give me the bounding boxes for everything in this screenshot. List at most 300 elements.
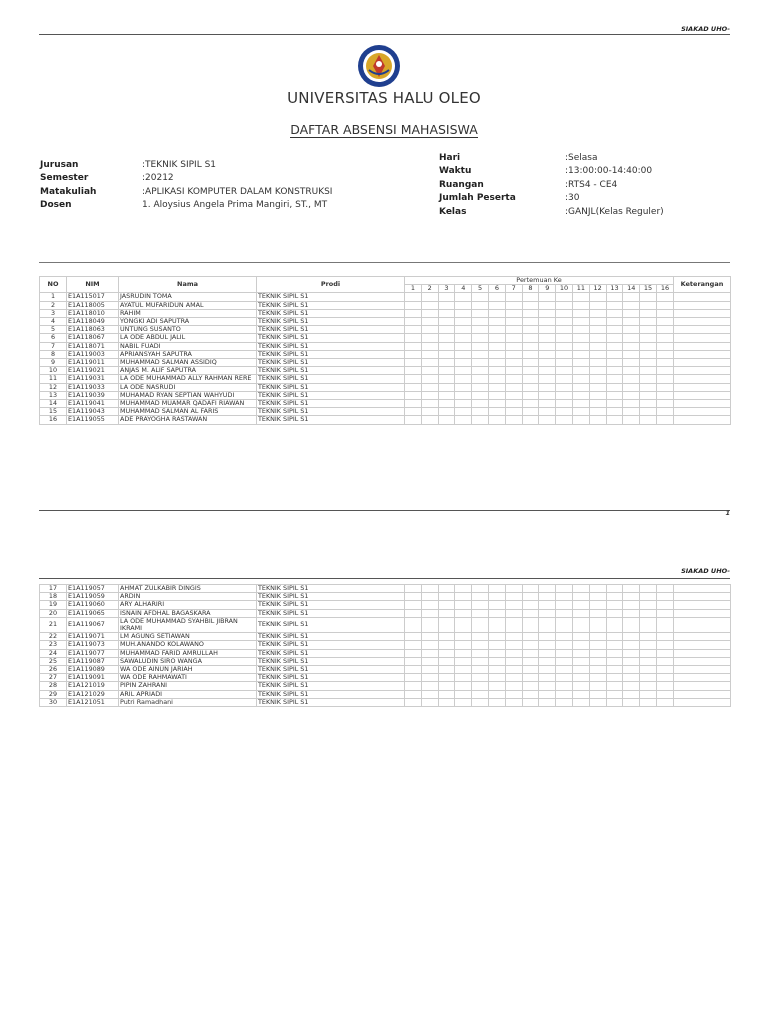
- attendance-cell: [539, 585, 556, 593]
- attendance-cell: [405, 674, 422, 682]
- attendance-cell: [488, 657, 505, 665]
- attendance-cell: [438, 301, 455, 309]
- attendance-cell: [606, 318, 623, 326]
- cell-keterangan: [673, 383, 730, 391]
- meeting-number-header: 6: [488, 285, 505, 293]
- attendance-cell: [522, 359, 539, 367]
- meeting-number-header: 16: [656, 285, 673, 293]
- attendance-cell: [623, 609, 640, 617]
- attendance-cell: [438, 293, 455, 301]
- page-number: 1: [725, 509, 730, 517]
- attendance-cell: [572, 609, 589, 617]
- attendance-cell: [606, 682, 623, 690]
- attendance-cell: [421, 293, 438, 301]
- attendance-cell: [623, 408, 640, 416]
- meeting-number-header: 14: [623, 285, 640, 293]
- attendance-cell: [556, 367, 573, 375]
- cell-prodi: TEKNIK SIPIL S1: [257, 400, 405, 408]
- attendance-cell: [421, 334, 438, 342]
- cell-nama: JASRUDIN TOMA: [119, 293, 257, 301]
- attendance-cell: [572, 633, 589, 641]
- table-row: [40, 698, 731, 706]
- info-label: Waktu: [439, 166, 472, 177]
- cell-keterangan: [673, 585, 730, 593]
- attendance-cell: [405, 309, 422, 317]
- attendance-cell: [505, 400, 522, 408]
- attendance-cell: [522, 367, 539, 375]
- attendance-cell: [640, 391, 657, 399]
- attendance-cell: [539, 359, 556, 367]
- attendance-cell: [405, 666, 422, 674]
- attendance-cell: [640, 649, 657, 657]
- attendance-cell: [405, 383, 422, 391]
- attendance-cell: [623, 601, 640, 609]
- info-value: :RTS4 - CE4: [565, 179, 618, 190]
- attendance-cell: [556, 375, 573, 383]
- attendance-cell: [472, 326, 489, 334]
- attendance-cell: [606, 641, 623, 649]
- cell-no: 22: [40, 633, 67, 641]
- attendance-cell: [455, 617, 472, 632]
- attendance-cell: [405, 326, 422, 334]
- table-row: [40, 585, 731, 593]
- info-label: Jurusan: [40, 160, 79, 170]
- attendance-cell: [656, 641, 673, 649]
- attendance-cell: [522, 641, 539, 649]
- cell-prodi: TEKNIK SIPIL S1: [257, 674, 405, 682]
- attendance-cell: [488, 350, 505, 358]
- cell-keterangan: [673, 326, 730, 334]
- info-value: :13:00:00-14:40:00: [565, 166, 653, 177]
- attendance-cell: [421, 633, 438, 641]
- cell-nama: AHMAT ZULKABIR DINGIS: [119, 585, 257, 593]
- attendance-cell: [623, 698, 640, 706]
- attendance-cell: [522, 309, 539, 317]
- attendance-cell: [640, 293, 657, 301]
- attendance-cell: [421, 682, 438, 690]
- attendance-cell: [623, 326, 640, 334]
- attendance-cell: [556, 318, 573, 326]
- attendance-cell: [438, 698, 455, 706]
- attendance-cell: [589, 293, 606, 301]
- attendance-cell: [556, 649, 573, 657]
- attendance-cell: [640, 400, 657, 408]
- meeting-number-header: 2: [421, 285, 438, 293]
- attendance-cell: [656, 682, 673, 690]
- cell-nim: E1A119077: [67, 649, 119, 657]
- attendance-cell: [488, 367, 505, 375]
- attendance-cell: [438, 367, 455, 375]
- cell-nim: E1A119065: [67, 609, 119, 617]
- info-value: :APLIKASI KOMPUTER DALAM KONSTRUKSI: [142, 186, 333, 197]
- cell-nama: MUHAMAD RYAN SEPTIAN WAHYUDI: [119, 391, 257, 399]
- attendance-cell: [623, 400, 640, 408]
- cell-prodi: TEKNIK SIPIL S1: [257, 309, 405, 317]
- attendance-cell: [606, 585, 623, 593]
- attendance-cell: [589, 649, 606, 657]
- cell-prodi: TEKNIK SIPIL S1: [257, 641, 405, 649]
- attendance-cell: [405, 657, 422, 665]
- attendance-cell: [488, 408, 505, 416]
- attendance-cell: [488, 359, 505, 367]
- cell-nim: E1A115017: [67, 293, 119, 301]
- attendance-cell: [421, 383, 438, 391]
- cell-no: 10: [40, 367, 67, 375]
- attendance-cell: [488, 633, 505, 641]
- attendance-cell: [656, 383, 673, 391]
- attendance-cell: [472, 391, 489, 399]
- cell-no: 1: [40, 293, 67, 301]
- cell-keterangan: [673, 318, 730, 326]
- cell-prodi: TEKNIK SIPIL S1: [257, 408, 405, 416]
- attendance-cell: [488, 416, 505, 424]
- cell-no: 17: [40, 585, 67, 593]
- attendance-cell: [505, 391, 522, 399]
- cell-nim: E1A119041: [67, 400, 119, 408]
- cell-no: 2: [40, 301, 67, 309]
- attendance-cell: [472, 301, 489, 309]
- attendance-cell: [539, 301, 556, 309]
- cell-keterangan: [673, 359, 730, 367]
- attendance-cell: [455, 641, 472, 649]
- attendance-cell: [656, 617, 673, 632]
- attendance-cell: [522, 633, 539, 641]
- attendance-cell: [455, 318, 472, 326]
- cell-nama: ANJAS M. ALIF SAPUTRA: [119, 367, 257, 375]
- cell-no: 13: [40, 391, 67, 399]
- attendance-cell: [421, 617, 438, 632]
- attendance-cell: [438, 593, 455, 601]
- attendance-cell: [640, 408, 657, 416]
- cell-no: 19: [40, 601, 67, 609]
- cell-nim: E1A118063: [67, 326, 119, 334]
- attendance-cell: [589, 641, 606, 649]
- attendance-cell: [505, 601, 522, 609]
- table-row: [40, 416, 731, 424]
- attendance-cell: [455, 383, 472, 391]
- attendance-cell: [438, 666, 455, 674]
- attendance-cell: [488, 682, 505, 690]
- attendance-cell: [421, 350, 438, 358]
- attendance-cell: [438, 657, 455, 665]
- attendance-cell: [505, 641, 522, 649]
- attendance-cell: [488, 666, 505, 674]
- attendance-cell: [488, 641, 505, 649]
- meeting-number-header: 8: [522, 285, 539, 293]
- attendance-cell: [522, 375, 539, 383]
- attendance-cell: [556, 633, 573, 641]
- cell-nama: LA ODE NASRUDI: [119, 383, 257, 391]
- meeting-number-header: 4: [455, 285, 472, 293]
- attendance-cell: [472, 641, 489, 649]
- attendance-cell: [472, 400, 489, 408]
- attendance-cell: [623, 367, 640, 375]
- attendance-cell: [522, 350, 539, 358]
- attendance-cell: [589, 318, 606, 326]
- attendance-cell: [640, 350, 657, 358]
- attendance-cell: [438, 641, 455, 649]
- attendance-cell: [589, 674, 606, 682]
- cell-prodi: TEKNIK SIPIL S1: [257, 326, 405, 334]
- attendance-cell: [472, 416, 489, 424]
- cell-nim: E1A119060: [67, 601, 119, 609]
- cell-keterangan: [673, 666, 730, 674]
- attendance-cell: [455, 633, 472, 641]
- attendance-cell: [572, 666, 589, 674]
- attendance-cell: [656, 666, 673, 674]
- attendance-cell: [623, 359, 640, 367]
- cell-nim: E1A118010: [67, 309, 119, 317]
- attendance-cell: [656, 375, 673, 383]
- cell-no: 28: [40, 682, 67, 690]
- attendance-cell: [405, 633, 422, 641]
- cell-nama: ISNAIN AFDHAL BAGASKARA: [119, 609, 257, 617]
- attendance-cell: [640, 326, 657, 334]
- cell-nim: E1A119039: [67, 391, 119, 399]
- attendance-cell: [472, 666, 489, 674]
- attendance-cell: [455, 585, 472, 593]
- attendance-cell: [606, 293, 623, 301]
- attendance-cell: [640, 359, 657, 367]
- col-header-keterangan: Keterangan: [673, 277, 730, 293]
- siakad-header-label: SIAKAD UHO-: [681, 25, 730, 33]
- cell-prodi: TEKNIK SIPIL S1: [257, 609, 405, 617]
- cell-prodi: TEKNIK SIPIL S1: [257, 293, 405, 301]
- attendance-cell: [438, 674, 455, 682]
- attendance-cell: [539, 666, 556, 674]
- cell-nama: UNTUNG SUSANTO: [119, 326, 257, 334]
- attendance-cell: [623, 666, 640, 674]
- attendance-cell: [589, 609, 606, 617]
- attendance-cell: [472, 359, 489, 367]
- attendance-cell: [623, 342, 640, 350]
- info-label: Dosen: [40, 200, 72, 211]
- cell-nim: E1A121019: [67, 682, 119, 690]
- attendance-cell: [656, 400, 673, 408]
- attendance-cell: [640, 309, 657, 317]
- attendance-cell: [656, 391, 673, 399]
- attendance-cell: [556, 342, 573, 350]
- info-label: Jumlah Peserta: [439, 193, 516, 204]
- info-label: Kelas: [439, 206, 467, 217]
- attendance-cell: [505, 318, 522, 326]
- attendance-cell: [472, 318, 489, 326]
- cell-nama: LA ODE MUHAMMAD ALLY RAHMAN RERE: [119, 375, 257, 383]
- attendance-cell: [488, 301, 505, 309]
- attendance-cell: [421, 641, 438, 649]
- attendance-cell: [539, 408, 556, 416]
- cell-no: 8: [40, 350, 67, 358]
- cell-keterangan: [673, 657, 730, 665]
- attendance-cell: [640, 318, 657, 326]
- attendance-cell: [472, 293, 489, 301]
- course-info-left: [40, 159, 332, 213]
- cell-keterangan: [673, 391, 730, 399]
- attendance-cell: [472, 682, 489, 690]
- cell-prodi: TEKNIK SIPIL S1: [257, 342, 405, 350]
- cell-no: 5: [40, 326, 67, 334]
- attendance-cell: [421, 326, 438, 334]
- attendance-cell: [539, 674, 556, 682]
- attendance-cell: [589, 367, 606, 375]
- attendance-cell: [472, 649, 489, 657]
- attendance-cell: [455, 301, 472, 309]
- attendance-cell: [421, 601, 438, 609]
- attendance-cell: [572, 334, 589, 342]
- attendance-cell: [455, 359, 472, 367]
- cell-nama: ADE PRAYOGHA RASTAWAN: [119, 416, 257, 424]
- attendance-cell: [455, 601, 472, 609]
- attendance-cell: [488, 674, 505, 682]
- attendance-cell: [472, 617, 489, 632]
- table-row: [40, 293, 731, 301]
- attendance-cell: [623, 391, 640, 399]
- cell-nama: LM AGUNG SETIAWAN: [119, 633, 257, 641]
- attendance-cell: [539, 350, 556, 358]
- table-row: [40, 641, 731, 649]
- attendance-cell: [589, 408, 606, 416]
- attendance-cell: [488, 585, 505, 593]
- attendance-cell: [589, 342, 606, 350]
- attendance-cell: [606, 301, 623, 309]
- cell-prodi: TEKNIK SIPIL S1: [257, 334, 405, 342]
- attendance-cell: [488, 326, 505, 334]
- attendance-cell: [556, 666, 573, 674]
- attendance-cell: [421, 318, 438, 326]
- attendance-cell: [623, 383, 640, 391]
- attendance-cell: [556, 301, 573, 309]
- attendance-cell: [405, 617, 422, 632]
- attendance-cell: [438, 408, 455, 416]
- attendance-cell: [472, 609, 489, 617]
- attendance-cell: [421, 585, 438, 593]
- attendance-cell: [522, 416, 539, 424]
- attendance-cell: [572, 342, 589, 350]
- attendance-cell: [438, 690, 455, 698]
- attendance-cell: [539, 383, 556, 391]
- attendance-cell: [539, 649, 556, 657]
- cell-prodi: TEKNIK SIPIL S1: [257, 601, 405, 609]
- attendance-cell: [656, 609, 673, 617]
- attendance-cell: [522, 383, 539, 391]
- attendance-cell: [405, 375, 422, 383]
- attendance-cell: [656, 690, 673, 698]
- attendance-cell: [640, 633, 657, 641]
- attendance-cell: [539, 698, 556, 706]
- attendance-cell: [421, 375, 438, 383]
- meeting-number-header: 15: [640, 285, 657, 293]
- cell-nama: YONGKI ADI SAPUTRA: [119, 318, 257, 326]
- attendance-cell: [656, 334, 673, 342]
- attendance-cell: [505, 633, 522, 641]
- cell-nama: NABIL FUADI: [119, 342, 257, 350]
- attendance-cell: [488, 609, 505, 617]
- cell-keterangan: [673, 342, 730, 350]
- cell-nama: ARIL APRIADI: [119, 690, 257, 698]
- attendance-cell: [505, 690, 522, 698]
- cell-no: 4: [40, 318, 67, 326]
- attendance-cell: [656, 359, 673, 367]
- attendance-cell: [522, 617, 539, 632]
- attendance-cell: [438, 350, 455, 358]
- cell-nim: E1A118067: [67, 334, 119, 342]
- attendance-cell: [656, 301, 673, 309]
- attendance-cell: [623, 334, 640, 342]
- attendance-cell: [589, 383, 606, 391]
- attendance-cell: [589, 400, 606, 408]
- attendance-cell: [455, 657, 472, 665]
- attendance-cell: [606, 350, 623, 358]
- col-header-pertemuan: Pertemuan Ke: [405, 277, 674, 285]
- info-label: Matakuliah: [40, 186, 97, 197]
- cell-keterangan: [673, 633, 730, 641]
- attendance-cell: [589, 309, 606, 317]
- attendance-cell: [488, 334, 505, 342]
- meeting-number-header: 9: [539, 285, 556, 293]
- attendance-cell: [522, 593, 539, 601]
- attendance-cell: [656, 601, 673, 609]
- attendance-cell: [572, 641, 589, 649]
- attendance-cell: [472, 698, 489, 706]
- attendance-cell: [606, 375, 623, 383]
- course-info-right: [439, 152, 664, 219]
- cell-keterangan: [673, 408, 730, 416]
- attendance-cell: [438, 617, 455, 632]
- cell-no: 21: [40, 617, 67, 632]
- attendance-cell: [656, 633, 673, 641]
- cell-nim: E1A119011: [67, 359, 119, 367]
- cell-nama: WA ODE AINUN JARIAH: [119, 666, 257, 674]
- attendance-cell: [438, 391, 455, 399]
- cell-prodi: TEKNIK SIPIL S1: [257, 682, 405, 690]
- info-label: Hari: [439, 153, 461, 163]
- attendance-cell: [606, 657, 623, 665]
- attendance-cell: [606, 698, 623, 706]
- cell-nama: LA ODE MUHAMMAD SYAHBIL JIBRAN IKRAMI: [119, 617, 257, 632]
- meeting-number-header: 12: [589, 285, 606, 293]
- attendance-cell: [405, 293, 422, 301]
- attendance-cell: [589, 698, 606, 706]
- attendance-cell: [640, 657, 657, 665]
- attendance-cell: [505, 334, 522, 342]
- attendance-cell: [522, 666, 539, 674]
- attendance-cell: [556, 690, 573, 698]
- attendance-cell: [405, 585, 422, 593]
- attendance-cell: [421, 649, 438, 657]
- attendance-cell: [606, 617, 623, 632]
- attendance-cell: [572, 674, 589, 682]
- attendance-cell: [589, 593, 606, 601]
- attendance-cell: [640, 342, 657, 350]
- cell-keterangan: [673, 617, 730, 632]
- attendance-cell: [472, 657, 489, 665]
- cell-keterangan: [673, 593, 730, 601]
- attendance-cell: [505, 416, 522, 424]
- cell-nim: E1A119059: [67, 593, 119, 601]
- attendance-cell: [505, 359, 522, 367]
- attendance-cell: [572, 690, 589, 698]
- attendance-cell: [556, 601, 573, 609]
- attendance-cell: [488, 698, 505, 706]
- attendance-cell: [606, 326, 623, 334]
- attendance-cell: [623, 649, 640, 657]
- attendance-cell: [405, 609, 422, 617]
- attendance-cell: [656, 326, 673, 334]
- attendance-cell: [589, 601, 606, 609]
- cell-nim: E1A119055: [67, 416, 119, 424]
- cell-no: 11: [40, 375, 67, 383]
- cell-nama: MUHAMMAD FARID AMRULLAH: [119, 649, 257, 657]
